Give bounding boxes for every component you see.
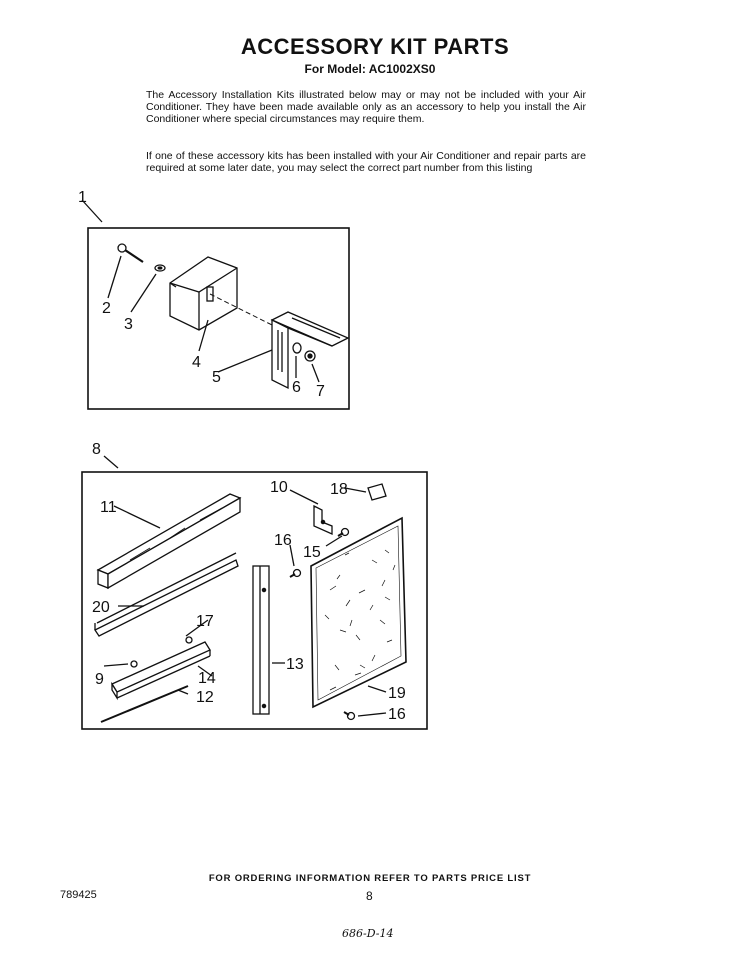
ordering-note: FOR ORDERING INFORMATION REFER TO PARTS PRICE LIST bbox=[208, 873, 532, 884]
part-19-panel bbox=[311, 518, 406, 707]
label-16-upper: 16 bbox=[274, 532, 292, 549]
handwritten-code: 686-D-14 bbox=[342, 927, 394, 940]
part-10-clip bbox=[314, 506, 332, 534]
page-number: 8 bbox=[366, 889, 373, 903]
page-title: ACCESSORY KIT PARTS bbox=[240, 34, 510, 59]
label-11: 11 bbox=[100, 499, 117, 516]
intro-paragraph-1: The Accessory Installation Kits illustrated below may or may not be included with your Air Conditioner. They have been made available only as an accessory to help you install the Air Conditioner where special circumstances may require them. bbox=[146, 89, 586, 125]
part-16-screw-upper bbox=[290, 570, 301, 578]
label-10: 10 bbox=[270, 479, 288, 496]
part-16-screw-lower bbox=[344, 712, 355, 720]
label-8: 8 bbox=[92, 441, 101, 458]
label-6: 6 bbox=[292, 379, 301, 396]
kit-8-figure bbox=[82, 456, 427, 729]
label-14: 14 bbox=[198, 670, 216, 687]
label-12: 12 bbox=[196, 689, 214, 706]
label-19: 19 bbox=[388, 685, 406, 702]
label-5: 5 bbox=[212, 369, 221, 386]
label-9: 9 bbox=[95, 671, 104, 688]
intro-paragraph-2: If one of these accessory kits has been installed with your Air Conditioner and repair parts are required at some later date, you may select the correct part number from this listing bbox=[146, 150, 586, 174]
label-4: 4 bbox=[192, 354, 201, 371]
label-3: 3 bbox=[124, 316, 133, 333]
label-15: 15 bbox=[303, 544, 321, 561]
label-17: 17 bbox=[196, 613, 214, 630]
label-2: 2 bbox=[102, 300, 111, 317]
part-13-vertical-channel bbox=[253, 566, 269, 714]
label-7: 7 bbox=[316, 383, 325, 400]
label-20: 20 bbox=[92, 599, 110, 616]
label-13: 13 bbox=[286, 656, 304, 673]
document-number: 789425 bbox=[60, 889, 97, 901]
part-2-screw bbox=[118, 244, 143, 262]
part-5-mounting-plate bbox=[272, 312, 348, 388]
part-18-pad bbox=[368, 484, 386, 500]
label-16-lower: 16 bbox=[388, 706, 406, 723]
label-18: 18 bbox=[330, 481, 348, 498]
model-subtitle: For Model: AC1002XS0 bbox=[304, 62, 436, 76]
part-3-washer bbox=[155, 265, 165, 271]
part-4-bracket bbox=[170, 257, 237, 330]
label-1: 1 bbox=[78, 189, 87, 206]
part-15-screw bbox=[338, 529, 349, 537]
